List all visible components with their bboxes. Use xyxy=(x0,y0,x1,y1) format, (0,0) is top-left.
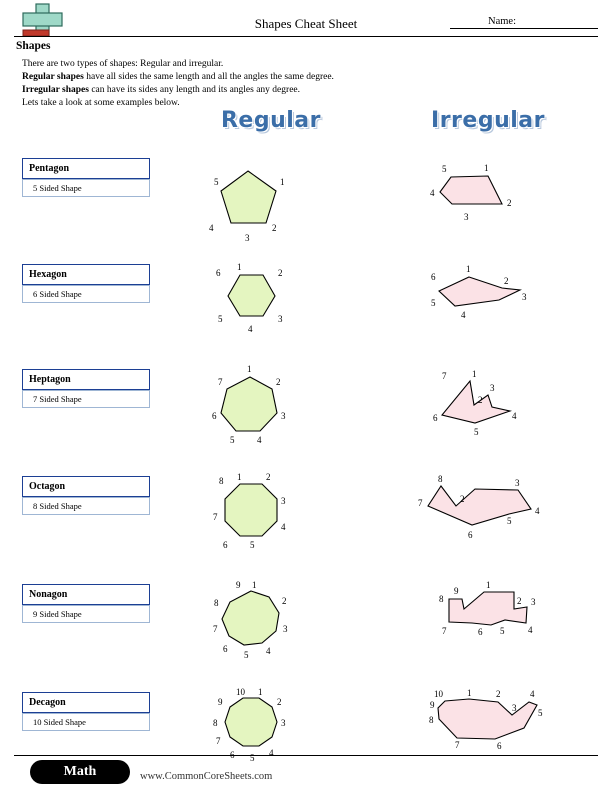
vertex-label: 4 xyxy=(430,188,435,198)
vertex-label: 3 xyxy=(245,233,250,243)
vertex-label: 3 xyxy=(531,597,536,607)
vertex-label: 1 xyxy=(247,364,252,374)
regular-term: Regular shapes xyxy=(22,72,84,82)
regular-heptagon-cell xyxy=(188,363,348,468)
vertex-label: 1 xyxy=(484,163,489,173)
vertex-label: 8 xyxy=(213,718,218,728)
vertex-label: 2 xyxy=(496,689,501,699)
intro-line-1: There are two types of shapes: Regular and irregular. xyxy=(22,59,224,69)
vertex-label: 1 xyxy=(486,580,491,590)
vertex-label: 3 xyxy=(512,703,517,713)
vertex-label: 6 xyxy=(433,413,438,423)
shape-sides-pentagon: 5 Sided Shape xyxy=(22,179,150,197)
irregular-definition: can have its sides any length and its angles any degree. xyxy=(88,85,300,95)
page-title: Shapes Cheat Sheet xyxy=(254,16,358,31)
vertex-label: 3 xyxy=(281,496,286,506)
vertex-label: 4 xyxy=(281,522,286,532)
vertex-label: 6 xyxy=(497,741,502,751)
vertex-label: 1 xyxy=(237,262,242,272)
vertex-label: 1 xyxy=(258,687,263,697)
vertex-label: 3 xyxy=(464,212,469,222)
vertex-label: 2 xyxy=(272,223,277,233)
regular-hexagon-shape xyxy=(188,258,348,363)
irregular-hexagon-shape xyxy=(392,258,582,363)
vertex-label: 7 xyxy=(213,512,218,522)
irregular-hexagon-cell xyxy=(392,258,582,363)
irregular-pentagon-cell xyxy=(392,152,582,257)
vertex-label: 5 xyxy=(250,540,255,550)
intro-line-4: Lets take a look at some examples below. xyxy=(22,98,180,108)
vertex-label: 9 xyxy=(430,700,435,710)
vertex-label: 6 xyxy=(223,644,228,654)
vertex-label: 7 xyxy=(216,736,221,746)
shape-sides-hexagon: 6 Sided Shape xyxy=(22,285,150,303)
vertex-label: 7 xyxy=(418,498,423,508)
regular-octagon-shape xyxy=(188,470,348,575)
irregular-nonagon-shape xyxy=(392,578,582,683)
vertex-label: 8 xyxy=(219,476,224,486)
vertex-label: 8 xyxy=(439,594,444,604)
shape-sides-heptagon: 7 Sided Shape xyxy=(22,390,150,408)
vertex-label: 6 xyxy=(216,268,221,278)
vertex-label: 5 xyxy=(442,164,447,174)
shape-name-heptagon: Heptagon xyxy=(22,369,150,390)
vertex-label: 5 xyxy=(244,650,249,660)
vertex-label: 7 xyxy=(442,371,447,381)
vertex-label: 4 xyxy=(530,689,535,699)
vertex-label: 5 xyxy=(230,435,235,445)
vertex-label: 1 xyxy=(280,177,285,187)
vertex-label: 5 xyxy=(538,708,543,718)
vertex-label: 9 xyxy=(236,580,241,590)
vertex-label: 4 xyxy=(209,223,214,233)
regular-nonagon-cell xyxy=(188,578,348,683)
shape-name-hexagon: Hexagon xyxy=(22,264,150,285)
vertex-label: 3 xyxy=(278,314,283,324)
shape-name-decagon: Decagon xyxy=(22,692,150,713)
vertex-label: 4 xyxy=(512,411,517,421)
vertex-label: 6 xyxy=(212,411,217,421)
shapes-section-title: Shapes xyxy=(16,40,51,52)
vertex-label: 2 xyxy=(277,697,282,707)
vertex-label: 6 xyxy=(230,750,235,760)
vertex-label: 5 xyxy=(500,626,505,636)
intro-line-3 xyxy=(22,84,334,97)
vertex-label: 2 xyxy=(266,472,271,482)
vertex-label: 4 xyxy=(535,506,540,516)
regular-heptagon-shape xyxy=(188,363,348,468)
regular-definition: have all sides the same length and all the angles the same degree. xyxy=(83,72,334,82)
shape-name-octagon: Octagon xyxy=(22,476,150,497)
name-input-line[interactable] xyxy=(450,28,598,29)
vertex-label: 5 xyxy=(431,298,436,308)
vertex-label: 9 xyxy=(454,586,459,596)
vertex-label: 7 xyxy=(442,626,447,636)
vertex-label: 4 xyxy=(257,435,262,445)
vertex-label: 1 xyxy=(467,688,472,698)
regular-octagon-cell xyxy=(188,470,348,575)
vertex-label: 3 xyxy=(522,292,527,302)
vertex-label: 4 xyxy=(266,646,271,656)
vertex-label: 2 xyxy=(517,596,522,606)
vertex-label: 6 xyxy=(478,627,483,637)
brand-badge: Math xyxy=(30,760,130,784)
vertex-label: 10 xyxy=(434,689,443,699)
vertex-label: 1 xyxy=(237,472,242,482)
vertex-label: 2 xyxy=(478,395,483,405)
intro-line-2 xyxy=(22,71,334,84)
shape-sides-octagon: 8 Sided Shape xyxy=(22,497,150,515)
regular-nonagon-shape xyxy=(188,578,348,683)
regular-pentagon-cell xyxy=(188,152,348,257)
footer-url[interactable]: www.CommonCoreSheets.com xyxy=(140,771,273,782)
vertex-label: 5 xyxy=(250,753,255,763)
vertex-label: 1 xyxy=(252,580,257,590)
page-footer xyxy=(0,752,612,792)
intro-text xyxy=(22,58,334,110)
vertex-label: 9 xyxy=(218,697,223,707)
vertex-label: 8 xyxy=(429,715,434,725)
vertex-label: 7 xyxy=(213,624,218,634)
shape-sides-decagon: 10 Sided Shape xyxy=(22,713,150,731)
regular-hexagon-cell xyxy=(188,258,348,363)
vertex-label: 5 xyxy=(474,427,479,437)
irregular-octagon-shape xyxy=(392,470,582,575)
shape-name-nonagon: Nonagon xyxy=(22,584,150,605)
vertex-label: 6 xyxy=(223,540,228,550)
irregular-nonagon-cell xyxy=(392,578,582,683)
vertex-label: 3 xyxy=(281,718,286,728)
vertex-label: 5 xyxy=(218,314,223,324)
vertex-label: 6 xyxy=(468,530,473,540)
irregular-heptagon-cell xyxy=(392,363,582,468)
vertex-label: 2 xyxy=(504,276,509,286)
vertex-label: 4 xyxy=(528,625,533,635)
vertex-label: 5 xyxy=(214,177,219,187)
table-row xyxy=(0,158,612,263)
vertex-label: 7 xyxy=(455,740,460,750)
header-divider xyxy=(14,36,598,37)
vertex-label: 7 xyxy=(218,377,223,387)
irregular-term: Irregular shapes xyxy=(22,85,89,95)
vertex-label: 4 xyxy=(461,310,466,320)
vertex-label: 4 xyxy=(248,324,253,334)
vertex-label: 1 xyxy=(466,264,471,274)
page-header xyxy=(0,0,612,38)
table-row xyxy=(0,264,612,369)
vertex-label: 2 xyxy=(460,494,465,504)
vertex-label: 2 xyxy=(507,198,512,208)
vertex-label: 3 xyxy=(490,383,495,393)
vertex-label: 3 xyxy=(281,411,286,421)
vertex-label: 5 xyxy=(507,516,512,526)
column-heading-regular: Regular xyxy=(220,108,321,133)
irregular-pentagon-shape xyxy=(392,152,582,257)
vertex-label: 6 xyxy=(431,272,436,282)
vertex-label: 3 xyxy=(515,478,520,488)
vertex-label: 4 xyxy=(269,748,274,758)
irregular-octagon-cell xyxy=(392,470,582,575)
vertex-label: 8 xyxy=(438,474,443,484)
irregular-heptagon-shape xyxy=(392,363,582,468)
name-label: Name: xyxy=(488,16,516,27)
vertex-label: 8 xyxy=(214,598,219,608)
table-row xyxy=(0,364,612,474)
table-row xyxy=(0,472,612,581)
shape-sides-nonagon: 9 Sided Shape xyxy=(22,605,150,623)
vertex-label: 1 xyxy=(472,369,477,379)
vertex-label: 10 xyxy=(236,687,245,697)
table-row xyxy=(0,580,612,689)
regular-pentagon-shape xyxy=(188,152,348,257)
vertex-label: 2 xyxy=(278,268,283,278)
footer-divider xyxy=(14,755,598,756)
shape-name-pentagon: Pentagon xyxy=(22,158,150,179)
vertex-label: 3 xyxy=(283,624,288,634)
vertex-label: 2 xyxy=(276,377,281,387)
column-heading-irregular: Irregular xyxy=(431,108,545,133)
vertex-label: 2 xyxy=(282,596,287,606)
